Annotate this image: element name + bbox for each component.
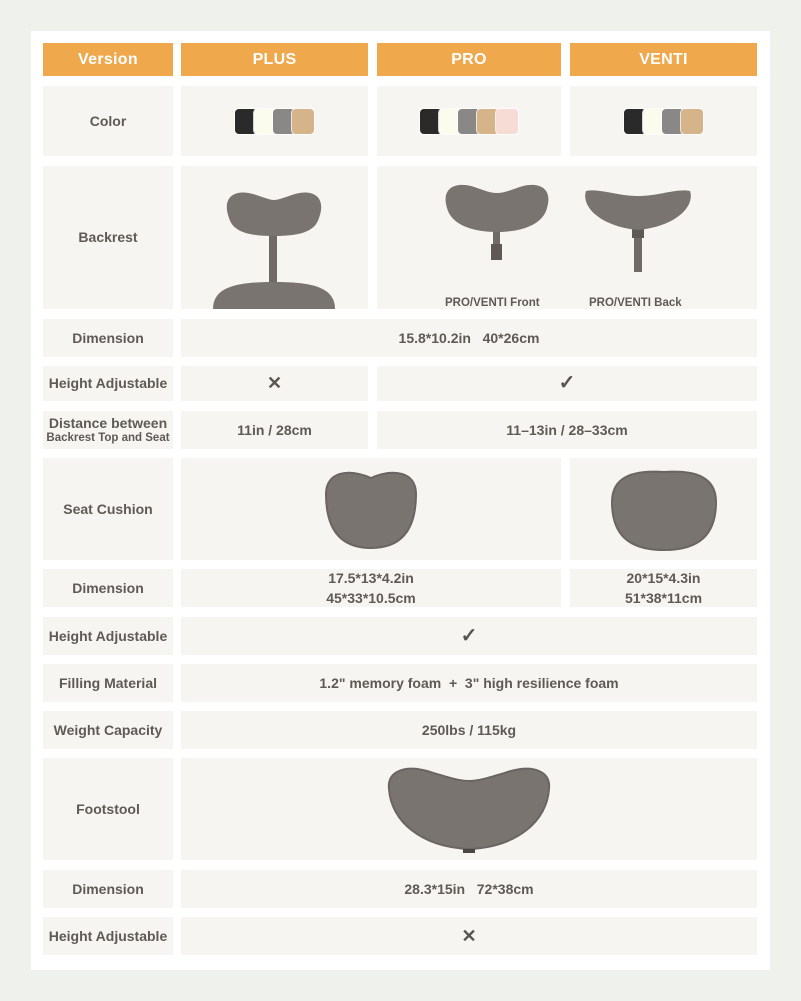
seat-dimension-venti <box>570 569 757 607</box>
backrest-image-pro-venti <box>377 166 757 309</box>
seat-height-value <box>181 617 757 655</box>
row-label-backrest: Backrest <box>43 166 173 309</box>
check-icon: ✓ <box>460 624 478 647</box>
weight-value: 250lbs / 115kg <box>181 711 757 749</box>
backrest-image-plus <box>181 166 368 309</box>
row-label-filling: Filling Material <box>43 664 173 702</box>
seat-dimension-plus-pro-imperial: 17.5*13*4.2in <box>328 569 414 586</box>
check-icon: ✓ <box>558 372 576 394</box>
backrest-plus-illustration <box>181 166 368 309</box>
filling-value: 1.2" memory foam + 3" high resilience foam <box>181 664 757 702</box>
row-label-footstool: Footstool <box>43 758 173 860</box>
distance-label-line2: Backrest Top and Seat <box>46 431 170 444</box>
color-swatch <box>292 109 314 134</box>
header-version: Version <box>43 43 173 76</box>
header-pro: PRO <box>377 43 561 76</box>
distance-label-line1: Distance between <box>48 414 168 431</box>
row-label-weight: Weight Capacity <box>43 711 173 749</box>
seat-dimension-venti-metric: 51*38*11cm <box>624 590 703 606</box>
seat-cushion-venti-illustration <box>604 464 724 554</box>
row-label-seat-dimension: Dimension <box>43 569 173 607</box>
footstool-image <box>181 758 757 860</box>
backrest-height-plus <box>181 366 368 401</box>
row-label-backrest-dimension: Dimension <box>43 319 173 357</box>
header-venti: VENTI <box>570 43 757 76</box>
header-plus: PLUS <box>181 43 368 76</box>
row-label-distance <box>43 411 173 449</box>
row-label-seat-height: Height Adjustable <box>43 617 173 655</box>
seat-cushion-plus-pro <box>181 458 561 560</box>
seat-dimension-plus-pro-metric: 45*33*10.5cm <box>326 590 416 606</box>
footstool-dimension-value: 28.3*15in 72*38cm <box>181 870 757 908</box>
color-swatches-venti <box>570 86 757 156</box>
seat-dimension-venti-imperial: 20*15*4.3in <box>626 569 701 586</box>
caption-back: PRO/VENTI Back <box>589 297 682 309</box>
distance-pro-venti: 11–13in / 28–33cm <box>377 411 757 449</box>
backrest-pro-venti-illustration <box>377 166 757 309</box>
color-swatches-plus <box>181 86 368 156</box>
color-swatch <box>681 109 703 134</box>
color-swatches-pro <box>377 86 561 156</box>
seat-cushion-venti <box>570 458 757 560</box>
seat-cushion-plus-pro-illustration <box>316 464 426 554</box>
cross-icon: ✕ <box>266 373 283 394</box>
comparison-table <box>31 31 770 970</box>
cross-icon: ✕ <box>461 925 477 946</box>
distance-plus: 11in / 28cm <box>181 411 368 449</box>
caption-front: PRO/VENTI Front <box>445 297 540 309</box>
backrest-height-pro-venti <box>377 366 757 401</box>
seat-dimension-plus-pro <box>181 569 561 607</box>
row-label-backrest-height: Height Adjustable <box>43 366 173 401</box>
footstool-height-value <box>181 917 757 955</box>
row-label-seat-cushion: Seat Cushion <box>43 458 173 560</box>
row-label-color: Color <box>43 86 173 156</box>
color-swatch <box>496 109 518 134</box>
row-label-footstool-dimension: Dimension <box>43 870 173 908</box>
footstool-illustration <box>379 759 559 859</box>
row-label-footstool-height: Height Adjustable <box>43 917 173 955</box>
backrest-dimension-value: 15.8*10.2in 40*26cm <box>181 319 757 357</box>
